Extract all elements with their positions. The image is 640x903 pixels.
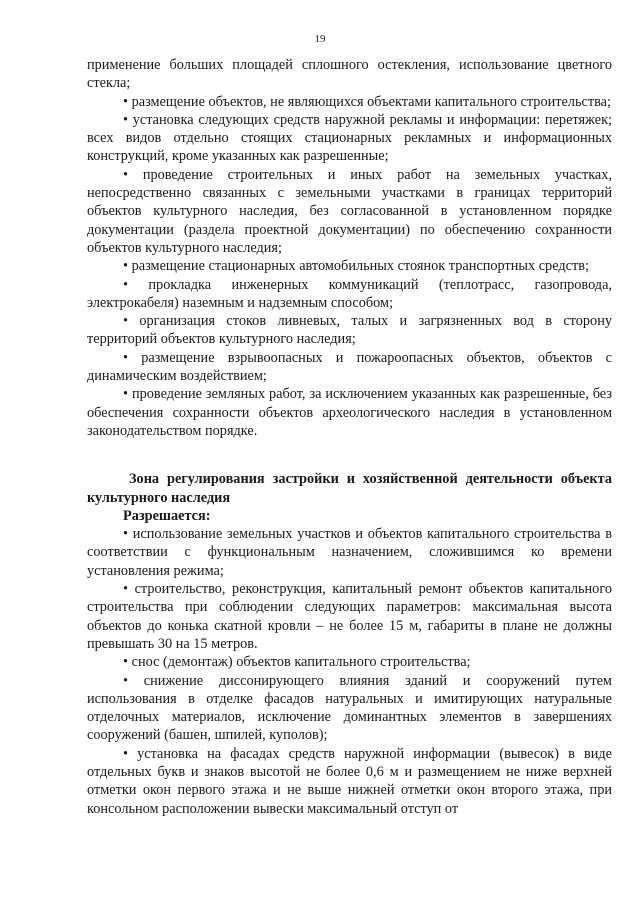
allowed-list (87, 525, 612, 818)
list-item: • размещение стационарных автомобильных стоянок транспортных средств; (87, 257, 612, 275)
prohibited-list (87, 93, 612, 441)
section-heading: Зона регулирования застройки и хозяйственной деятельности объекта культурного наследия (87, 471, 612, 506)
page-number: 19 (314, 33, 326, 45)
list-item: • установка на фасадах средств наружной информации (вывесок) в виде отдельных букв и знаков высотой не более 0,6 м и размещением не ниже верхней отметки окон первого этажа и не выше нижней отметки окон второго этажа, при консольном расположении вывески максимальный отступ от (87, 745, 612, 818)
list-item: • строительство, реконструкция, капитальный ремонт объектов капитального строительства при соблюдении следующих параметров: максимальная высота объектов до конька скатной кровли – не более 15 м, габариты в плане не должны превышать 30 на 15 метров. (87, 580, 612, 653)
list-item: • проведение земляных работ, за исключением указанных как разрешенные, без обеспечения сохранности объектов археологического наследия в установленном законодательством порядке. (87, 385, 612, 440)
list-item: • снижение диссонирующего влияния зданий и сооружений путем использования в отделке фасадов натуральных и имитирующих натуральные отделочных материалов, исключение доминантных элементов в завершениях сооружений (башен, шпилей, куполов); (87, 672, 612, 745)
list-item: • прокладка инженерных коммуникаций (теплотрасс, газопровода, электрокабеля) наземным и надземным способом; (87, 276, 612, 313)
list-item: • размещение взрывоопасных и пожароопасных объектов, объектов с динамическим воздействием; (87, 349, 612, 386)
allowed-heading: Разрешается: (123, 507, 211, 524)
list-item: • размещение объектов, не являющихся объектами капитального строительства; (87, 93, 612, 111)
intro-paragraph: применение больших площадей сплошного остекления, использование цветного стекла; (87, 57, 612, 92)
list-item: • снос (демонтаж) объектов капитального строительства; (87, 653, 612, 671)
list-item: • использование земельных участков и объектов капитального строительства в соответствии с функциональным назначением, сложившимся ко времени установления режима; (87, 525, 612, 580)
document-body (87, 56, 612, 818)
list-item: • организация стоков ливневых, талых и загрязненных вод в сторону территорий объектов культурного наследия; (87, 312, 612, 349)
list-item: • установка следующих средств наружной рекламы и информации: перетяжек; всех видов отдельно стоящих стационарных рекламных и информационных конструкций, кроме указанных как разрешенные; (87, 111, 612, 166)
list-item: • проведение строительных и иных работ на земельных участках, непосредственно связанных с земельными участками в границах территорий объектов культурного наследия, без согласованной в установленном порядке документации (раздела проектной документации) по обеспечению сохранности объектов культурного наследия; (87, 166, 612, 257)
